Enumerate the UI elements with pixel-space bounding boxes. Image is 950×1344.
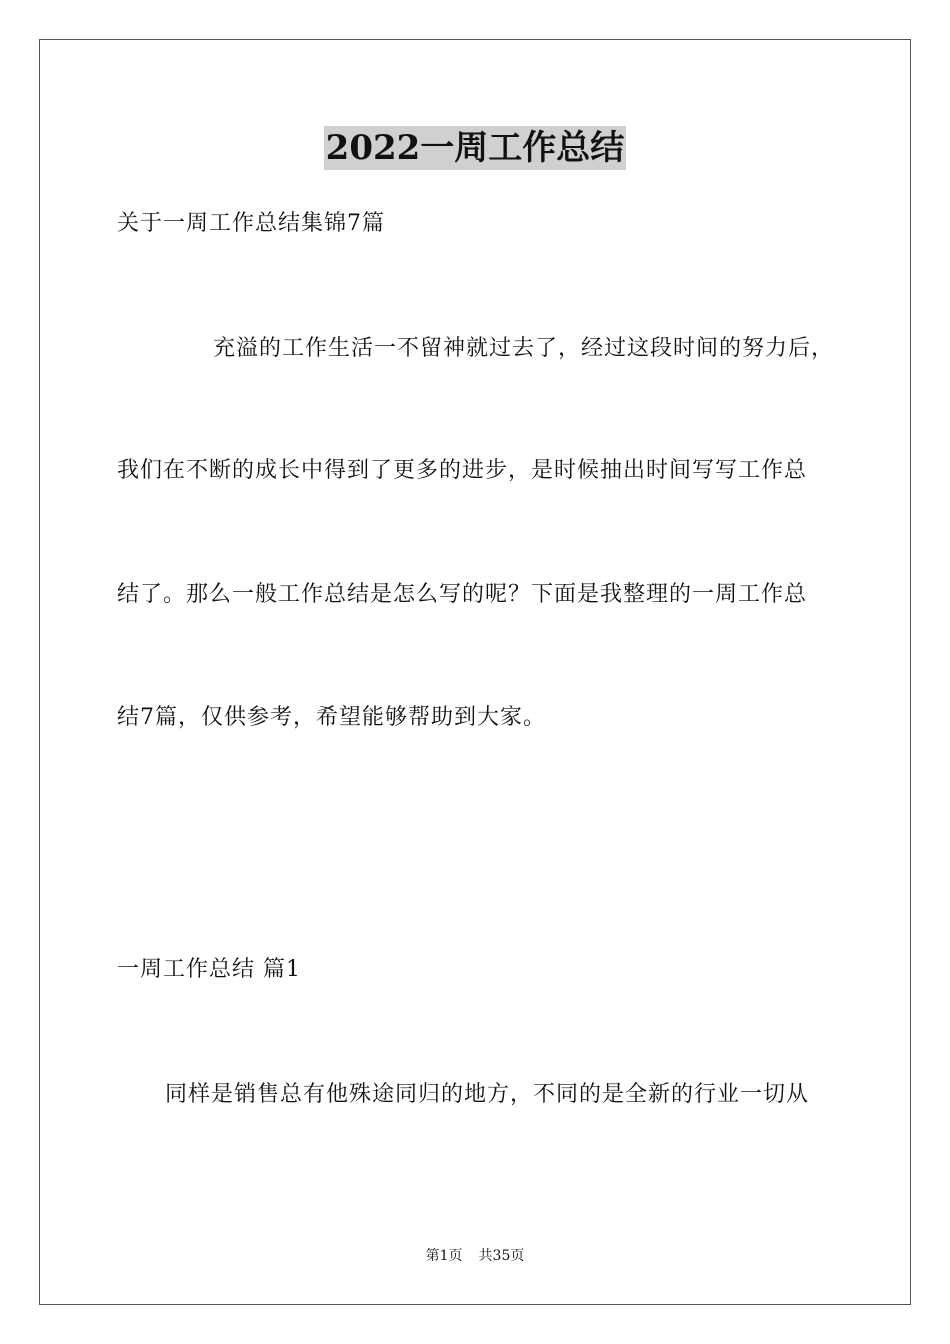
page-total: 共35页	[478, 1248, 525, 1264]
page-number: 第1页	[425, 1248, 463, 1264]
intro-line-1: 充溢的工作生活一不留神就过去了，经过这段时间的努力后，	[213, 336, 835, 361]
document-title: 2022一周工作总结	[325, 128, 625, 168]
intro-line-3: 结了。那么一般工作总结是怎么写的呢？下面是我整理的一周工作总	[117, 582, 808, 607]
intro-line-2: 我们在不断的成长中得到了更多的进步，是时候抽出时间写写工作总	[117, 458, 808, 483]
section-heading: 一周工作总结 篇1	[117, 957, 301, 982]
section-paragraph-line-1: 同样是销售总有他殊途同归的地方，不同的是全新的行业一切从	[165, 1082, 810, 1107]
document-subtitle: 关于一周工作总结集锦7篇	[117, 211, 385, 236]
page-footer	[0, 1246, 950, 1266]
intro-line-4: 结7篇，仅供参考，希望能够帮助到大家。	[117, 705, 546, 730]
title-container	[0, 126, 950, 170]
